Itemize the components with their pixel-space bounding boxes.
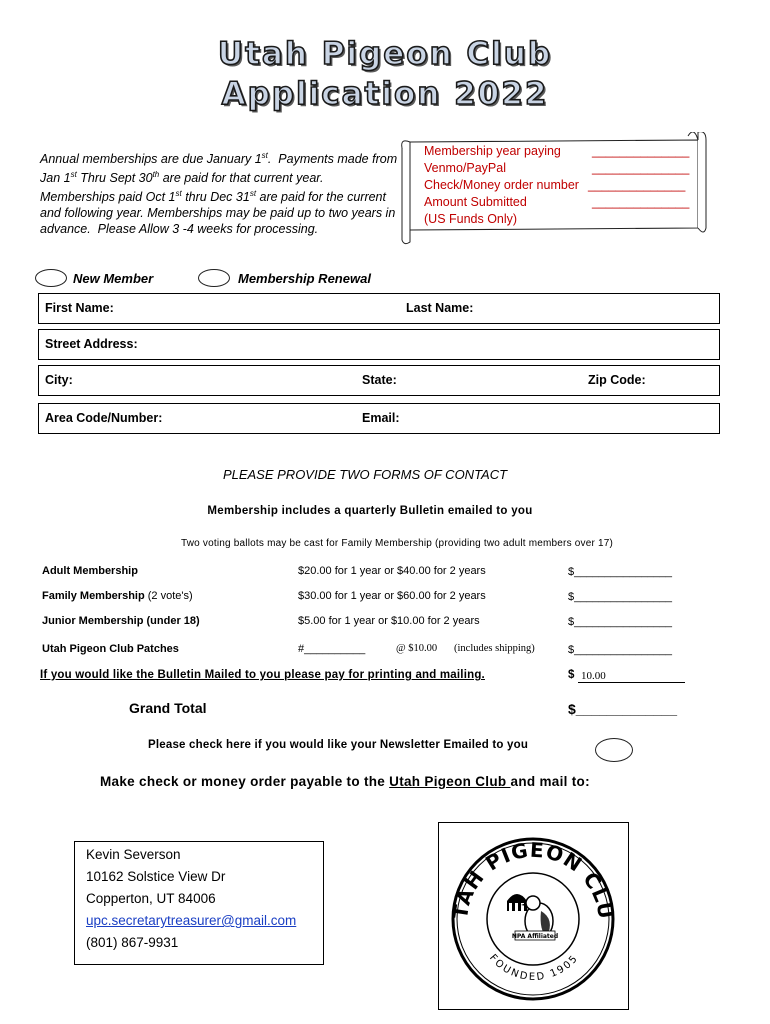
junior-label: Junior Membership (under 18)	[42, 615, 200, 627]
grand-total-field[interactable]: $_____________	[568, 701, 678, 717]
patches-price: @ $10.00	[396, 643, 438, 654]
title-line2: Application 2022	[221, 76, 549, 112]
office-row-blank: ______________	[592, 195, 690, 209]
newsletter-email-checkbox[interactable]	[595, 738, 633, 762]
grand-total-label: Grand Total	[129, 700, 207, 716]
newsletter-label: Please check here if you would like your Newsletter Emailed to you	[148, 739, 529, 751]
family-price: $30.00 for 1 year or $60.00 for 2 years	[298, 590, 486, 602]
street-label: Street Address:	[45, 337, 138, 351]
bulletin-note: Membership includes a quarterly Bulletin emailed to you	[207, 505, 533, 517]
new-member-radio[interactable]	[35, 269, 67, 287]
logo-frame	[438, 822, 629, 1010]
first-name-label: First Name:	[45, 301, 114, 315]
payable-suffix: and mail to:	[510, 774, 590, 789]
office-row-year	[424, 143, 690, 160]
phone-label: Area Code/Number:	[45, 411, 163, 425]
adult-amount-field[interactable]: $________________	[568, 566, 673, 578]
street-row[interactable]	[38, 329, 720, 360]
address-street: 10162 Solstice View Dr	[86, 869, 226, 884]
city-row[interactable]	[38, 365, 720, 396]
office-use-fields	[424, 143, 690, 228]
mailing-amount: 10.00	[578, 670, 685, 683]
office-row-label: Venmo/PayPal	[424, 161, 506, 175]
state-label: State:	[362, 373, 397, 387]
title-line1: Utah Pigeon Club	[217, 36, 553, 72]
office-row-amount	[424, 194, 690, 211]
payable-club-name: Utah Pigeon Club	[389, 774, 511, 789]
patches-shipping-note: (includes shipping)	[454, 643, 535, 654]
adult-price: $20.00 for 1 year or $40.00 for 2 years	[298, 565, 486, 577]
name-row[interactable]	[38, 293, 720, 324]
address-email-link[interactable]: upc.secretarytreasurer@gmail.com	[86, 913, 297, 928]
two-forms-note: PLEASE PROVIDE TWO FORMS OF CONTACT	[222, 467, 508, 482]
intro-paragraph: Annual memberships are due January 1st. Payments made from Jan 1st Thru Sept 30th are paid for that current year. Memberships paid Oct 1st thru Dec 31st are paid for the current and following year. Memberships may be paid up to two years in advance. Please Allow 3 -4 weeks for processing.	[40, 151, 398, 237]
office-row-blank: ______________	[588, 178, 686, 192]
zip-label: Zip Code:	[588, 373, 646, 387]
payable-line	[100, 774, 590, 789]
adult-label: Adult Membership	[42, 565, 138, 577]
email-label: Email:	[362, 411, 400, 425]
mailing-amount-prefix: $	[568, 669, 575, 681]
renewal-label: Membership Renewal	[238, 271, 371, 286]
family-votes-note: (2 vote's)	[147, 590, 193, 602]
last-name-label: Last Name:	[406, 301, 474, 315]
office-row-venmo	[424, 160, 690, 177]
logo-bottom-text: FOUNDED 1905	[487, 952, 581, 983]
office-row-blank: ______________	[592, 144, 690, 158]
club-logo	[439, 823, 628, 1009]
office-row-funds	[424, 211, 686, 228]
address-city-state: Copperton, UT 84006	[86, 891, 216, 906]
city-label: City:	[45, 373, 73, 387]
address-phone: (801) 867-9931	[86, 935, 179, 950]
logo-npa-badge: NPA Affiliated	[511, 933, 559, 940]
new-member-label: New Member	[73, 271, 154, 286]
patches-label: Utah Pigeon Club Patches	[42, 643, 179, 655]
patches-qty-field[interactable]: #__________	[298, 643, 366, 655]
address-name: Kevin Severson	[86, 847, 181, 862]
patches-amount-field[interactable]: $________________	[568, 644, 673, 656]
office-row-check	[424, 177, 686, 194]
office-row-label: (US Funds Only)	[424, 212, 518, 226]
junior-amount-field[interactable]: $________________	[568, 616, 673, 628]
mailing-label: If you would like the Bulletin Mailed to you please pay for printing and mailing.	[40, 669, 485, 681]
office-row-blank: ______________	[592, 161, 690, 175]
junior-price: $5.00 for 1 year or $10.00 for 2 years	[298, 615, 480, 627]
payable-prefix: Make check or money order payable to the	[100, 774, 390, 789]
ballots-note: Two voting ballots may be cast for Family Membership (providing two adult members over 17)	[181, 538, 614, 549]
office-row-label: Check/Money order number	[424, 178, 579, 192]
family-label	[42, 590, 193, 602]
contact-row[interactable]	[38, 403, 720, 434]
renewal-radio[interactable]	[198, 269, 230, 287]
family-label-text: Family Membership	[42, 590, 145, 602]
office-row-label: Membership year paying	[424, 144, 561, 158]
logo-top-text: TAH PIGEON CLU	[447, 837, 619, 922]
office-row-label: Amount Submitted	[424, 195, 527, 209]
family-amount-field[interactable]: $________________	[568, 591, 673, 603]
